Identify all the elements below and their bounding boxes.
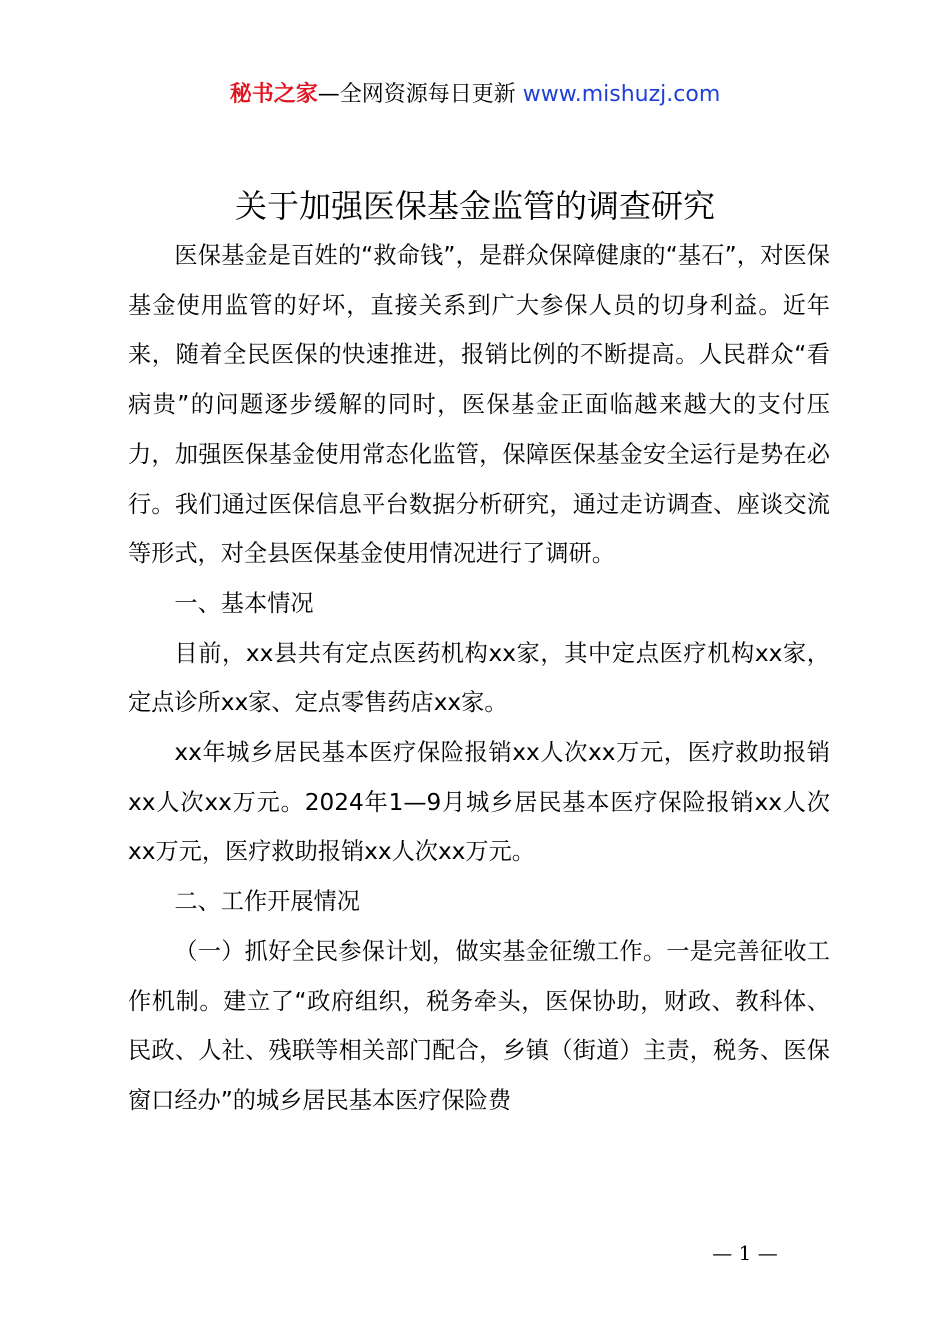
paragraph-intro: 医保基金是百姓的“救命钱”，是群众保障健康的“基石”，对医保基金使用监管的好坏，直接关系到广大参保人员的切身利益。近年来，随着全民医保的快速推进，报销比例的不断提高。人民群众“看病贵”的问题逐步缓解的同时，医保基金正面临越来越大的支付压力，加强医保基金使用常态化监管，保障医保基金安全运行是势在必行。我们通过医保信息平台数据分析研究，通过走访调查、座谈交流等形式，对全县医保基金使用情况进行了调研。 [128,242,830,568]
site-url[interactable]: www.mishuzj.com [522,82,721,107]
section-heading-basic-situation: 一、基本情况 [174,589,314,617]
site-brand: 秘书之家 [229,82,318,107]
paragraph-institutions: 目前，xx县共有定点医药机构xx家，其中定点医疗机构xx家，定点诊所xx家、定点零售药店xx家。 [128,639,830,717]
paragraph-reimbursement: xx年城乡居民基本医疗保险报销xx人次xx万元，医疗救助报销xx人次xx万元。2024年1—9月城乡居民基本医疗保险报销xx人次xx万元，医疗救助报销xx人次xx万元。 [128,739,830,866]
document-title: 关于加强医保基金监管的调查研究 [234,187,715,225]
document-body [128,231,830,1126]
section-heading-work-progress: 二、工作开展情况 [174,888,360,916]
page-number: — 1 — [712,1241,778,1265]
site-header [0,78,950,112]
site-slogan: —全网资源每日更新 [317,82,523,107]
paragraph-insurance-plan: （一）抓好全民参保计划，做实基金征缴工作。一是完善征收工作机制。建立了“政府组织，税务牵头，医保协助，财政、教科体、民政、人社、残联等相关部门配合，乡镇（街道）主责，税务、医保窗口经办”的城乡居民基本医疗保险费 [128,937,830,1114]
